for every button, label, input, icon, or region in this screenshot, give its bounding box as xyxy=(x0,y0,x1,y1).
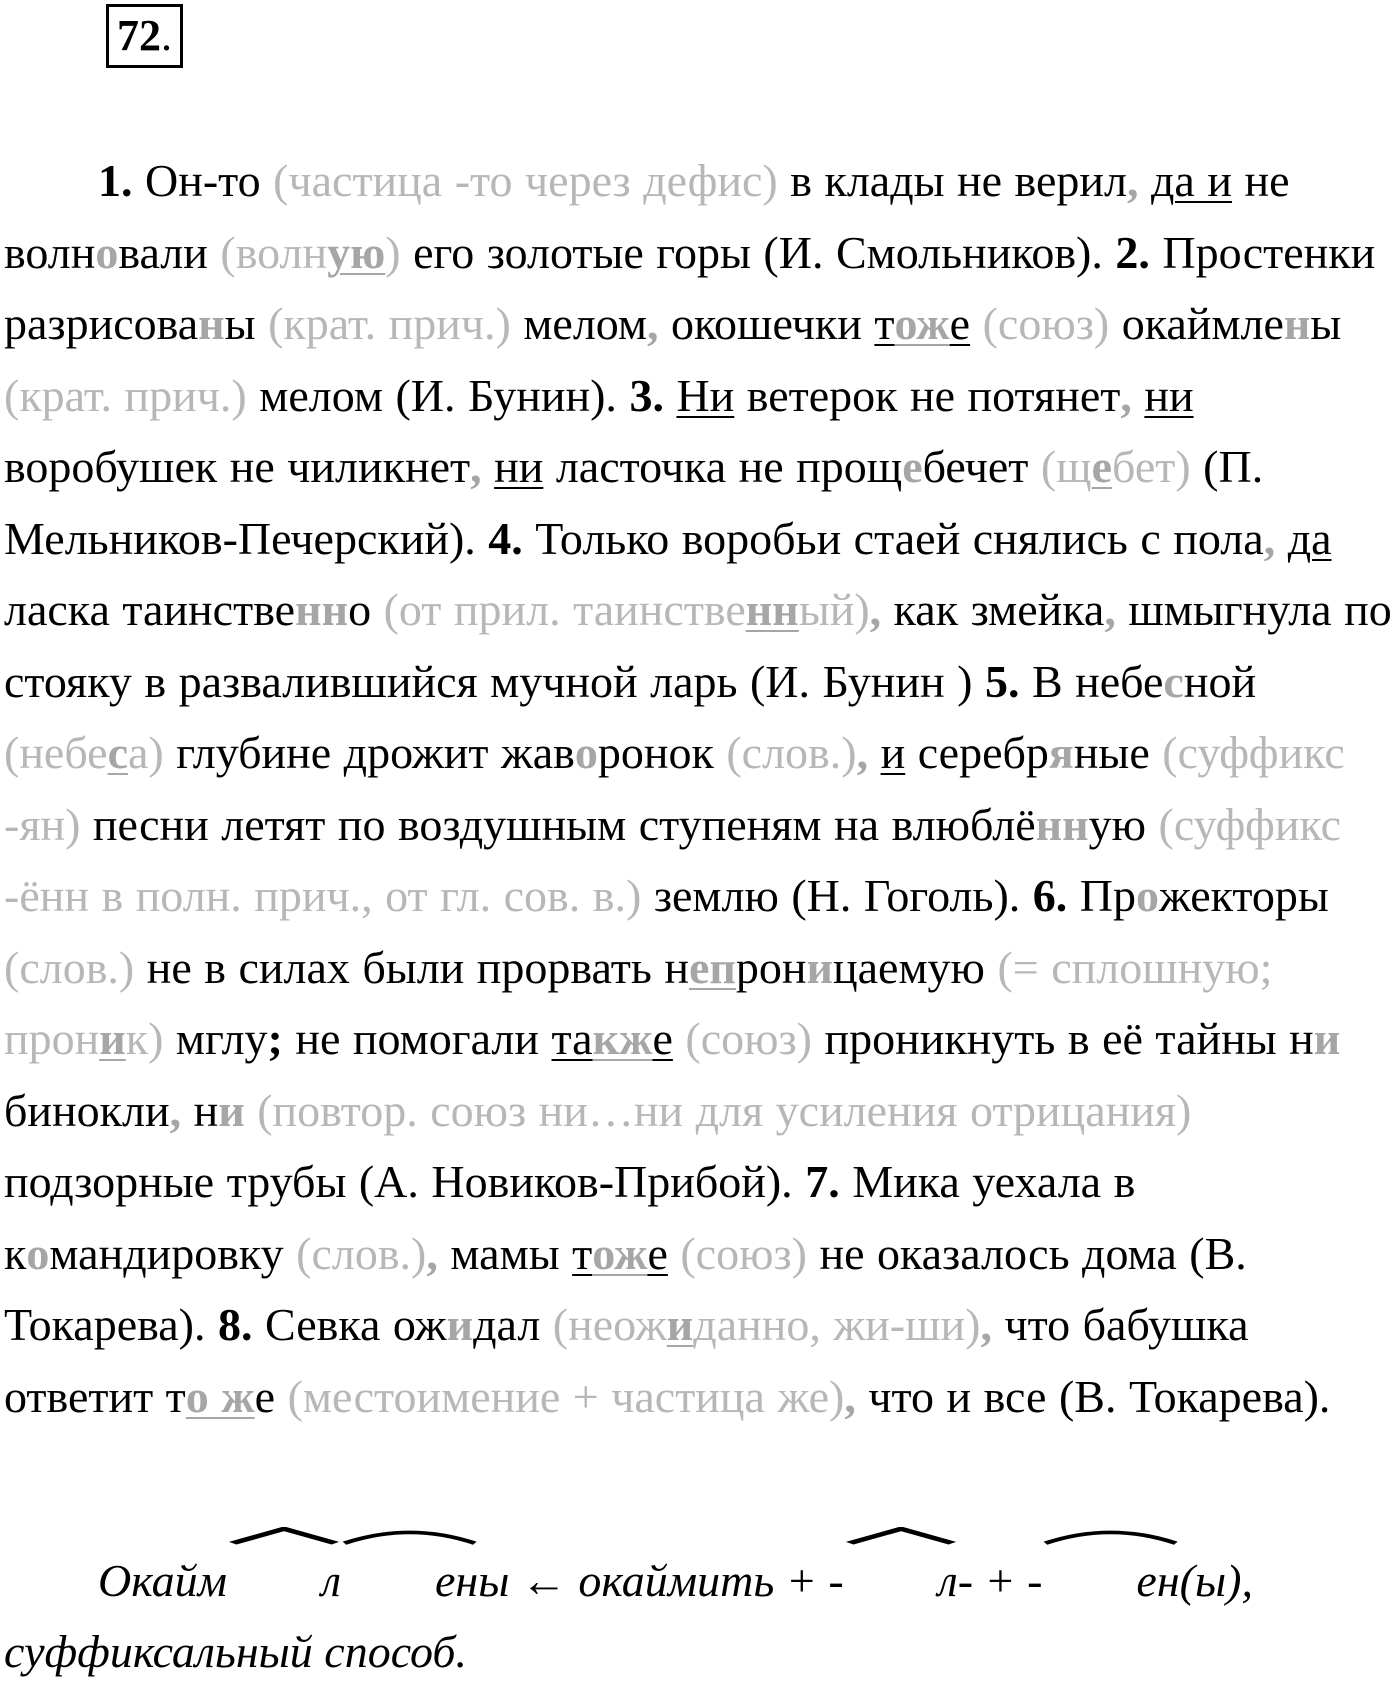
text-segment: и xyxy=(446,1299,474,1350)
text-segment: ласка таинстве xyxy=(4,584,296,635)
text-segment: н xyxy=(1283,298,1311,349)
text-segment: Мика уехала в к xyxy=(4,1156,1136,1279)
text-segment: я xyxy=(1048,727,1074,778)
text-segment: 5. xyxy=(984,655,1032,707)
text-segment: о xyxy=(574,727,598,778)
text-segment: дал xyxy=(473,1299,553,1350)
text-segment: ую xyxy=(1088,798,1159,850)
text-segment: е xyxy=(652,1013,673,1064)
text-segment xyxy=(1139,155,1152,206)
text-segment: о xyxy=(95,226,119,278)
text-segment: да xyxy=(1287,512,1332,564)
text-segment: о xyxy=(1136,870,1160,921)
exercise-text xyxy=(4,145,1396,1432)
text-segment: проникнуть в её тайны н xyxy=(811,1013,1314,1064)
text-segment: Пр xyxy=(1079,870,1137,921)
text-segment xyxy=(868,727,881,778)
text-segment: В небе xyxy=(1031,655,1164,707)
text-segment: о xyxy=(348,584,384,635)
text-segment: (частица -то через дефис) xyxy=(273,155,778,206)
text-segment: е xyxy=(647,1227,668,1279)
text-segment: окошечки xyxy=(658,298,875,349)
exercise-paragraph xyxy=(4,145,1396,1432)
text-segment: , xyxy=(169,1084,182,1136)
text-segment: , xyxy=(1127,155,1139,206)
text-segment xyxy=(245,1085,258,1136)
text-segment: Ни xyxy=(676,369,735,421)
text-segment: ; xyxy=(267,1013,283,1064)
text-segment: мандировку xyxy=(49,1227,297,1279)
text-segment: кж xyxy=(592,1013,653,1064)
text-segment: (от прил. таинстве xyxy=(383,584,746,635)
text-segment xyxy=(673,1013,686,1064)
text-segment: мамы xyxy=(437,1227,573,1279)
text-segment xyxy=(970,298,983,349)
text-segment: 3. xyxy=(629,369,677,421)
text-segment: цаемую xyxy=(833,941,998,993)
analysis-word-suffix-en: ен xyxy=(341,1545,478,1616)
text-segment: о ж xyxy=(185,1370,255,1422)
text-segment: (слов.) xyxy=(296,1227,427,1279)
text-segment: ую xyxy=(327,226,386,278)
text-segment: ные xyxy=(1073,727,1163,778)
text-segment: воробушек не чиликнет xyxy=(4,441,471,492)
task-number-dot: . xyxy=(161,11,172,60)
text-segment: данно, жи-ши) xyxy=(693,1299,981,1350)
word-formation-analysis xyxy=(4,1545,1396,1687)
text-segment: (П. Мельников-Печерский). xyxy=(4,441,1264,564)
text-segment: землю (Н. Гоголь). xyxy=(641,870,1033,921)
text-segment: не в силах были прорвать н xyxy=(134,941,689,993)
text-segment: что и все (В. Токарева). xyxy=(855,1370,1331,1422)
text-segment: ы xyxy=(1310,298,1342,349)
text-segment: не волн xyxy=(4,155,1290,278)
text-segment: ветерок не потянет xyxy=(734,369,1121,421)
text-segment: (суффикс -ённ в полн. прич., от гл. сов. в.) xyxy=(4,798,1342,921)
text-segment: Только воробьи стаей снялись с пола xyxy=(535,512,1264,564)
text-segment: , xyxy=(470,441,482,492)
text-segment: не помогали xyxy=(282,1013,552,1064)
text-segment: а) xyxy=(128,727,164,778)
text-segment xyxy=(482,441,495,492)
text-segment: е xyxy=(1091,441,1113,492)
text-segment: (слов.) xyxy=(726,727,857,778)
text-segment: (союз) xyxy=(680,1227,807,1279)
text-segment: , xyxy=(980,1299,992,1350)
text-segment: 6. xyxy=(1032,870,1080,921)
text-segment: , xyxy=(869,584,882,635)
text-segment: 4. xyxy=(488,512,536,564)
text-segment: ы xyxy=(224,298,269,349)
text-segment: , xyxy=(844,1370,856,1422)
text-segment: песни летят по воздушным ступеням на влюблё xyxy=(80,798,1036,850)
text-segment xyxy=(668,1228,681,1279)
text-segment: бинокли xyxy=(4,1084,170,1136)
text-segment: и xyxy=(880,727,906,778)
text-segment: ни xyxy=(1144,369,1194,421)
text-segment: бечет xyxy=(922,441,1041,492)
text-segment xyxy=(1132,370,1145,421)
text-segment: и xyxy=(99,1013,126,1064)
text-segment: и xyxy=(218,1084,245,1136)
text-segment: нн xyxy=(295,584,349,635)
text-segment: , xyxy=(1120,369,1132,421)
task-number xyxy=(106,4,183,68)
text-segment: ни xyxy=(494,441,544,492)
text-segment: , xyxy=(426,1227,438,1279)
text-segment: (крат. прич.) xyxy=(268,298,511,349)
analysis-word-ending: ы xyxy=(478,1555,510,1606)
text-segment: (неож xyxy=(552,1299,667,1350)
text-segment: Севка ож xyxy=(264,1299,447,1350)
suffix-arc-icon xyxy=(1042,1527,1179,1545)
text-segment: Он-то xyxy=(145,155,274,206)
analysis-plus-2: - + - xyxy=(957,1555,1043,1606)
text-segment: , xyxy=(1263,512,1276,564)
text-segment: бет) xyxy=(1112,441,1191,492)
text-segment: Простенки разрисова xyxy=(4,226,1376,349)
text-segment: е xyxy=(254,1370,288,1422)
analysis-word-root: Окайм xyxy=(98,1555,227,1606)
text-segment: как змейка xyxy=(881,584,1105,635)
text-segment: 7. xyxy=(805,1156,853,1207)
analysis-rest: (ы), суффиксальный способ. xyxy=(4,1555,1253,1677)
text-segment: и xyxy=(666,1299,694,1350)
text-segment: (= сплошную; прон xyxy=(4,941,1273,1064)
text-segment: (крат. прич.) xyxy=(4,369,247,421)
text-segment: серебр xyxy=(905,727,1049,778)
text-segment: подзорные трубы (А. Новиков-Прибой). xyxy=(4,1156,806,1207)
text-segment: , xyxy=(647,298,659,349)
text-segment: ласточка не прощ xyxy=(543,441,903,492)
text-segment: (местоимение + частица же) xyxy=(287,1370,845,1422)
text-segment: ной xyxy=(1183,655,1257,707)
text-segment: шмыгнула по стояку в развалившийся мучной ларь (И. Бунин ) xyxy=(4,584,1392,707)
text-segment: его золотые горы (И. Смольников). xyxy=(400,226,1116,278)
text-segment: 1. xyxy=(98,155,145,206)
text-segment: еп xyxy=(688,941,736,993)
text-segment: с xyxy=(107,727,128,778)
text-segment: ) xyxy=(385,226,401,278)
text-segment: , xyxy=(856,727,869,778)
text-segment: нн xyxy=(745,584,799,635)
text-segment: (волн xyxy=(220,226,328,278)
suffix-arc-icon xyxy=(227,1527,341,1545)
text-segment: да и xyxy=(1151,155,1232,206)
text-segment: (повтор. союз ни…ни для усиления отрицания) xyxy=(257,1084,1192,1136)
text-segment: мглу xyxy=(163,1013,268,1064)
text-segment: что бабушка ответит т xyxy=(4,1299,1249,1422)
text-segment: ый) xyxy=(798,584,870,635)
suffix-arc-icon xyxy=(341,1527,478,1545)
task-number-value: 72 xyxy=(117,11,161,60)
text-segment: мелом (И. Бунин). xyxy=(246,369,630,421)
text-segment: глубине дрожит жав xyxy=(163,727,575,778)
text-segment: и xyxy=(1313,1013,1341,1064)
text-segment: и xyxy=(806,941,833,993)
suffix-arc-icon xyxy=(844,1527,958,1545)
analysis-word-suffix-l: л xyxy=(227,1545,341,1616)
analysis-suffix-l: л xyxy=(844,1545,958,1616)
text-segment: ронок xyxy=(597,727,727,778)
text-segment: (небе xyxy=(4,727,108,778)
text-segment: , xyxy=(1104,584,1116,635)
text-segment: е xyxy=(949,298,971,349)
text-segment: (союз) xyxy=(685,1013,812,1064)
text-segment: не оказалось дома (В. Токарева). xyxy=(4,1227,1247,1350)
analysis-plus-1: + - xyxy=(774,1555,844,1606)
text-segment: о xyxy=(26,1227,50,1279)
text-segment xyxy=(1275,513,1288,564)
text-segment: с xyxy=(1163,655,1184,707)
text-segment: ож xyxy=(592,1227,648,1279)
text-segment: окаймле xyxy=(1109,298,1284,349)
analysis-arrow: ← xyxy=(509,1555,579,1606)
text-segment: нн xyxy=(1035,798,1089,850)
text-segment: рон xyxy=(735,941,807,993)
text-segment: н xyxy=(198,298,225,349)
text-segment: к) xyxy=(125,1013,164,1064)
text-segment: в клады не верил xyxy=(777,155,1127,206)
text-segment: та xyxy=(551,1013,593,1064)
text-segment: (союз) xyxy=(982,298,1110,349)
text-segment: жекторы xyxy=(1159,870,1329,921)
analysis-suffix-en: ен xyxy=(1042,1545,1179,1616)
analysis-source-word: окаймить xyxy=(578,1555,775,1606)
text-segment: н xyxy=(181,1084,219,1136)
text-segment: вали xyxy=(118,226,221,278)
text-segment: (суффикс -ян) xyxy=(4,727,1345,850)
text-segment: ож xyxy=(894,298,950,349)
text-segment: т xyxy=(874,298,895,349)
text-segment: (слов.) xyxy=(4,941,135,993)
text-segment: 8. xyxy=(217,1299,265,1350)
text-segment: мелом xyxy=(510,298,648,349)
text-segment: 2. xyxy=(1115,226,1163,278)
text-segment: е xyxy=(902,441,923,492)
text-segment: т xyxy=(572,1227,593,1279)
text-segment: (щ xyxy=(1040,441,1092,492)
